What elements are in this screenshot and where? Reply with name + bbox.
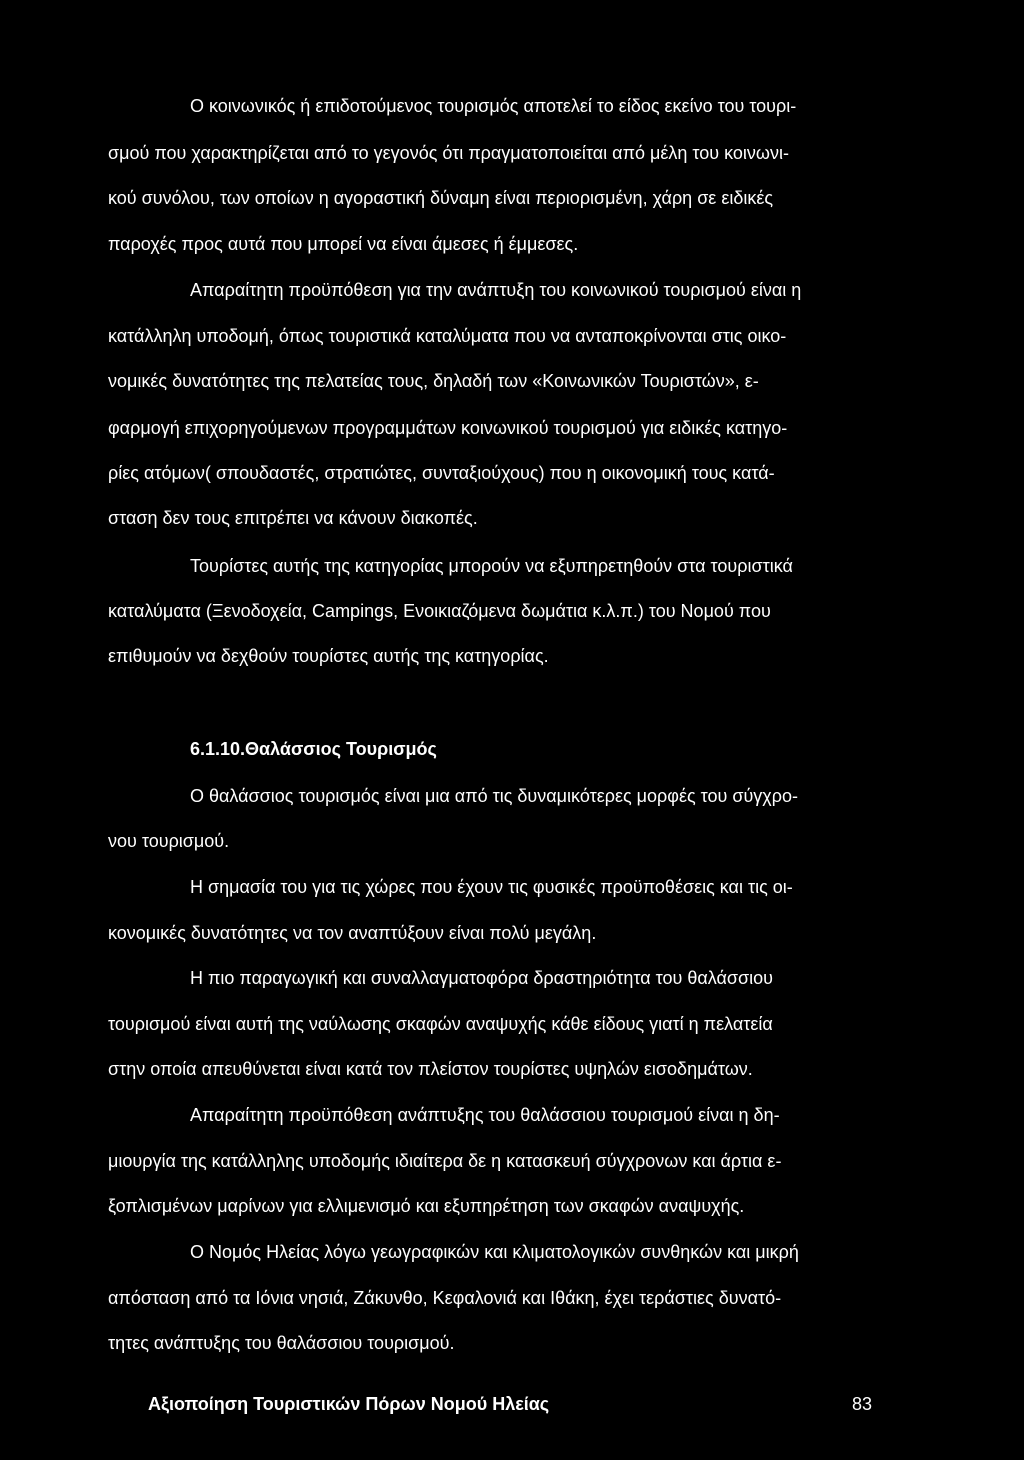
section-heading: 6.1.10.Θαλάσσιος Τουρισμός (190, 739, 437, 759)
text-line: κονομικές δυνατότητες να τον αναπτύξουν είναι πολύ μεγάλη. (108, 923, 597, 943)
text-line: μιουργία της κατάλληλης υποδομής ιδιαίτερα δε η κατασκευή σύγχρονων και άρτια ε- (108, 1151, 782, 1171)
text-line: Απαραίτητη προϋπόθεση ανάπτυξης του θαλάσσιου τουρισμού είναι η δη- (190, 1105, 780, 1125)
text-line: Απαραίτητη προϋπόθεση για την ανάπτυξη του κοινωνικού τουρισμού είναι η (190, 280, 802, 300)
text-line: παροχές προς αυτά που μπορεί να είναι άμεσες ή έμμεσες. (108, 234, 579, 254)
text-line: επιθυμούν να δεχθούν τουρίστες αυτής της κατηγορίας. (108, 646, 549, 666)
text-line: Η πιο παραγωγική και συναλλαγματοφόρα δραστηριότητα του θαλάσσιου (190, 968, 773, 988)
page-number: 83 (852, 1394, 873, 1414)
text-line: τουρισμού είναι αυτή της ναύλωσης σκαφών αναψυχής κάθε είδους γιατί η πελατεία (108, 1014, 773, 1034)
text-line: απόσταση από τα Ιόνια νησιά, Ζάκυνθο, Κεφαλονιά και Ιθάκη, έχει τεράστιες δυνατό- (108, 1288, 782, 1308)
text-line: νομικές δυνατότητες της πελατείας τους, δηλαδή των «Κοινωνικών Τουριστών», ε- (108, 371, 759, 391)
text-line: φαρμογή επιχορηγούμενων προγραμμάτων κοινωνικού τουρισμού για ειδικές κατηγο- (108, 418, 788, 438)
text-line: τητες ανάπτυξης του θαλάσσιου τουρισμού. (108, 1333, 455, 1353)
text-line: Τουρίστες αυτής της κατηγορίας μπορούν να εξυπηρετηθούν στα τουριστικά (190, 556, 793, 576)
text-line: Η σημασία του για τις χώρες που έχουν τις φυσικές προϋποθέσεις και τις οι- (190, 877, 793, 897)
text-line: καταλύματα (Ξενοδοχεία, Campings, Ενοικιαζόμενα δωμάτια κ.λ.π.) του Νομού που (108, 601, 771, 621)
text-line: στην οποία απευθύνεται είναι κατά τον πλείστον τουρίστες υψηλών εισοδημάτων. (108, 1059, 753, 1079)
text-line: ρίες ατόμων( σπουδαστές, στρατιώτες, συνταξιούχους) που η οικονομική τους κατά- (108, 463, 775, 483)
text-line: σταση δεν τους επιτρέπει να κάνουν διακοπές. (108, 508, 478, 528)
text-line: κού συνόλου, των οποίων η αγοραστική δύναμη είναι περιορισμένη, χάρη σε ειδικές (108, 188, 774, 208)
footer-title: Αξιοποίηση Τουριστικών Πόρων Νομού Ηλείας (148, 1394, 550, 1414)
text-line: σμού που χαρακτηρίζεται από το γεγονός ότι πραγματοποιείται από μέλη του κοινωνι- (108, 143, 789, 163)
text-line: κατάλληλη υποδομή, όπως τουριστικά καταλύματα που να ανταποκρίνονται στις οικο- (108, 326, 787, 346)
text-line: ξοπλισμένων μαρίνων για ελλιμενισμό και εξυπηρέτηση των σκαφών αναψυχής. (108, 1196, 745, 1216)
text-line: Ο θαλάσσιος τουρισμός είναι μια από τις δυναμικότερες μορφές του σύγχρο- (190, 786, 799, 806)
text-line: Ο κοινωνικός ή επιδοτούμενος τουρισμός αποτελεί το είδος εκείνο του τουρι- (190, 96, 797, 116)
text-line: νου τουρισμού. (108, 831, 230, 851)
text-line: Ο Νομός Ηλείας λόγω γεωγραφικών και κλιματολογικών συνθηκών και μικρή (190, 1242, 799, 1262)
